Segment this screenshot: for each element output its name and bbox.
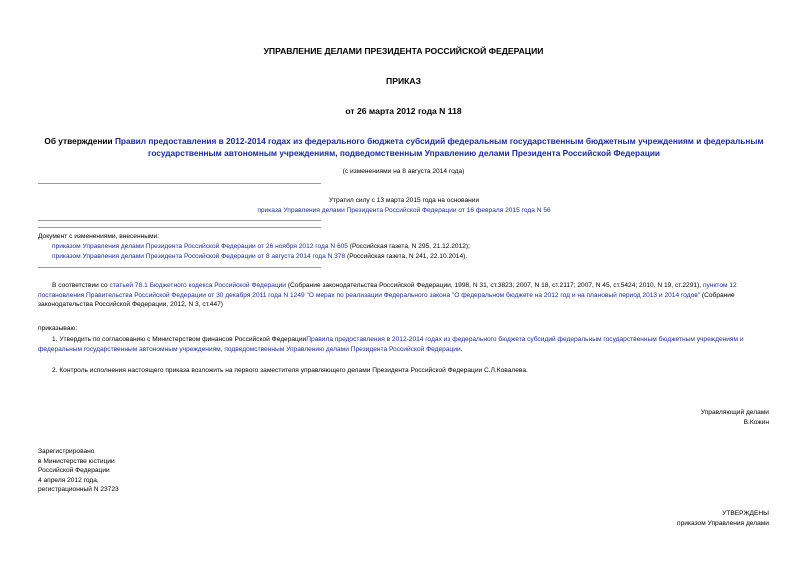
budget-code-link[interactable]: статьей 78.1 Бюджетного кодекса Российской Федерации [109, 282, 286, 289]
divider [38, 183, 321, 184]
preamble-text: (Собрание законодательства Российской Федерации, 1998, N 31, ст.3823; 2007, N 18, ст.2117; 2007, N 45, ст.5424; 2010, N 19, ст.2291), [285, 282, 702, 289]
registration-line: Российской Федерации [38, 467, 110, 475]
signatory-name: В.Кожин [743, 419, 769, 426]
document-type: ПРИКАЗ [386, 76, 421, 86]
order-text: . [460, 345, 463, 353]
registration-line: 4 апреля 2012 года, [38, 476, 99, 484]
amendment-link[interactable]: приказом Управления делами Президента Российской Федерации от 26 ноября 2012 года N 605 [52, 243, 348, 250]
amendment-link[interactable]: приказом Управления делами Президента Российской Федерации от 8 августа 2014 года N 378 [52, 253, 346, 260]
divider [38, 267, 321, 268]
expired-note-line2 [38, 206, 770, 216]
amendment-item [52, 242, 470, 252]
expired-note: Утратил силу с 13 марта 2015 года на основании [328, 197, 480, 204]
registration-line: Зарегистрировано [38, 448, 95, 455]
preamble-text: В соответствии со [52, 282, 110, 289]
approved-by: приказом Управления делами [677, 520, 769, 527]
divider [38, 227, 321, 228]
order-item-2: 2. Контроль исполнения настоящего приказа возложить на первого заместителя управляющего делами Президента Российской Федерации С.Л.Ковалева. [52, 367, 528, 374]
preamble-paragraph [38, 281, 770, 310]
amendment-source: (Российская газета, N 295, 21.12.2012); [347, 243, 470, 250]
registration-line: регистрационный N 23723 [38, 486, 119, 494]
amendment-source: (Российская газета, N 241, 22.10.2014). [345, 253, 468, 260]
document-date-number: от 26 марта 2012 года N 118 [345, 106, 462, 116]
title-rules-link[interactable]: Правил предоставления в 2012-2014 годах из федерального бюджета субсидий федеральным государственным бюджетным учреждениям и федеральным государственным автономным учреждениям, подведомственным Управлению делами Президента Российской Федерации [114, 136, 764, 158]
government-resolution-link[interactable]: пунктом 12 постановления Правительства Российской Федерации от 30 декабря 2011 года N 1249 "О мерах по реализации Федерального закона "О федеральном бюджете на 2012 год и на плановый период 2013 и 2014 годов" [38, 282, 737, 299]
document-title [38, 136, 770, 159]
amendment-item [52, 252, 467, 262]
registration-line: в Министерстве юстиции [38, 457, 115, 465]
approved-label: УТВЕРЖДЕНЫ [722, 510, 769, 517]
title-prefix: Об утверждении [44, 136, 115, 146]
repeal-order-link[interactable]: приказа Управления делами Президента Российской Федерации от 16 февраля 2015 года N 56 [257, 207, 551, 214]
order-text: 1. Утвердить по согласованию с Министерством финансов Российской Федерации [52, 336, 307, 343]
order-item-1 [38, 335, 770, 354]
organization-heading: УПРАВЛЕНИЕ ДЕЛАМИ ПРЕЗИДЕНТА РОССИЙСКОЙ ФЕДЕРАЦИИ [263, 46, 544, 56]
rules-link[interactable]: Правила предоставления в 2012-2014 годах из федерального бюджета субсидий федеральным государственным бюджетным учреждениям и федеральным государственным автономным учреждениям, подведомственным Управлению делами Президента Российской Федерации [38, 336, 744, 353]
amendments-heading: Документ с изменениями, внесенными: [38, 233, 160, 240]
preamble-text: (Собрание законодательства Российской Федерации, 2012, N 3, ст.447) [38, 291, 735, 309]
divider [38, 220, 321, 221]
signatory-position: Управляющий делами [700, 409, 769, 416]
orders-heading: приказываю: [38, 325, 78, 332]
registration-block [38, 447, 119, 495]
changes-note: (с изменениями на 8 августа 2014 года) [342, 168, 465, 175]
